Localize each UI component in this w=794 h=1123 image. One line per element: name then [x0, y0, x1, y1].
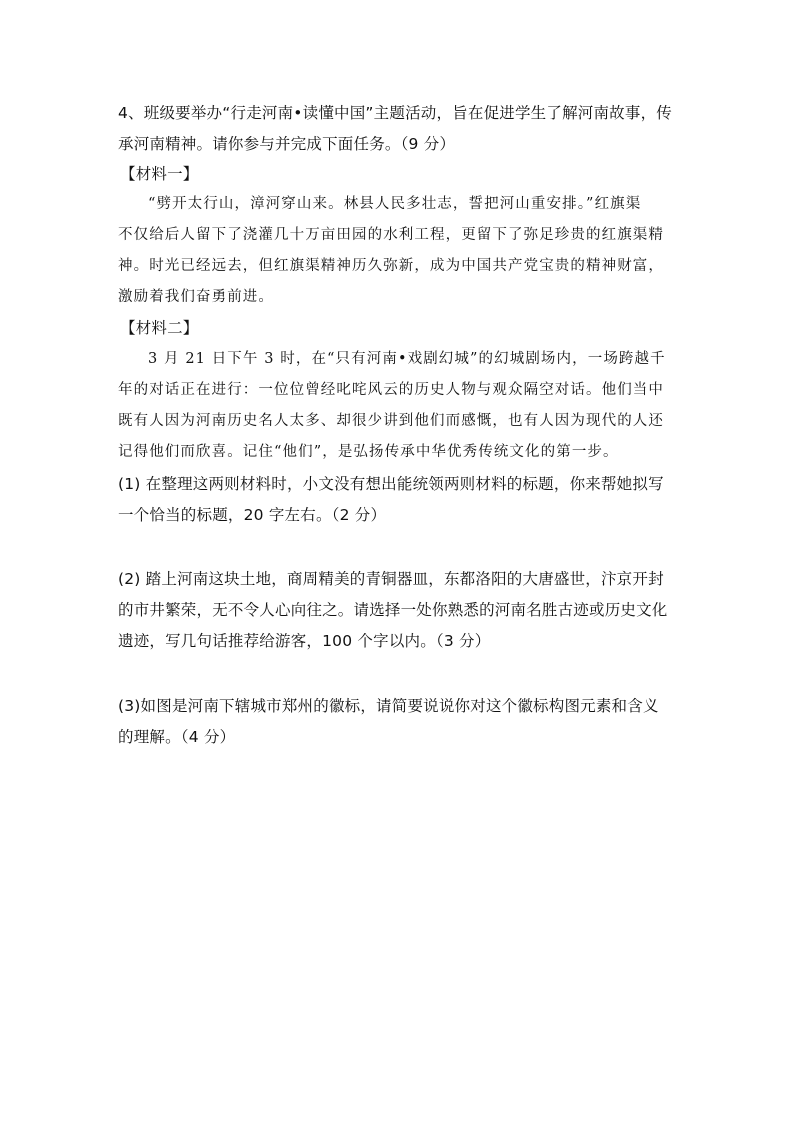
material-2-line-1: 3 月 21 日下午 3 时，在“只有河南•戏剧幻城”的幻城剧场内，一场跨越千: [148, 351, 666, 367]
material-1-line-3: 神。时光已经远去，但红旗渠精神历久弥新，成为中国共产党宝贵的精神财富，: [118, 258, 664, 274]
task-2-line-2: 的市井繁荣，无不令人心向往之。请选择一处你熟悉的河南名胜古迹或历史文化: [118, 601, 668, 619]
task-1-line-1: (1) 在整理这两则材料时，小文没有想出能统领两则材料的标题，你来帮她拟写: [118, 475, 664, 493]
question-intro-line-2: 承河南精神。请你参与并完成下面任务。（9 分）: [118, 135, 456, 153]
question-intro-line-1: 4、班级要举办“行走河南•读懂中国”主题活动，旨在促进学生了解河南故事，传: [118, 104, 672, 122]
material-1-line-2: 不仅给后人留下了浇灌几十万亩田园的水利工程，更留下了弥足珍贵的红旗渠精: [118, 227, 664, 243]
task-1-line-2: 一个恰当的标题，20 字左右。（2 分）: [118, 506, 387, 524]
material-2-line-3: 既有人因为河南历史名人太多、却很少讲到他们而感慨，也有人因为现代的人还: [118, 413, 664, 429]
task-3-line-2: 的理解。（4 分）: [118, 728, 236, 746]
material-2-line-4: 记得他们而欣喜。记住“他们”，是弘扬传承中华优秀传统文化的第一步。: [118, 444, 619, 460]
material-1-line-4: 激励着我们奋勇前进。: [118, 289, 274, 305]
material-1-line-1: “劈开太行山，漳河穿山来。林县人民多壮志，誓把河山重安排。”红旗渠: [148, 196, 642, 212]
material-2-heading: 【材料二】: [120, 319, 199, 337]
material-2-line-2: 年的对话正在进行：一位位曾经叱咤风云的历史人物与观众隔空对话。他们当中: [118, 382, 664, 398]
task-2-line-3: 遗迹，写几句话推荐给游客，100 个字以内。（3 分）: [118, 632, 491, 650]
task-2-line-1: (2) 踏上河南这块土地，商周精美的青铜器皿，东都洛阳的大唐盛世，汴京开封: [118, 570, 664, 588]
task-3-line-1: (3)如图是河南下辖城市郑州的徽标，请简要说说你对这个徽标构图元素和含义: [118, 697, 659, 715]
material-1-heading: 【材料一】: [120, 165, 199, 183]
